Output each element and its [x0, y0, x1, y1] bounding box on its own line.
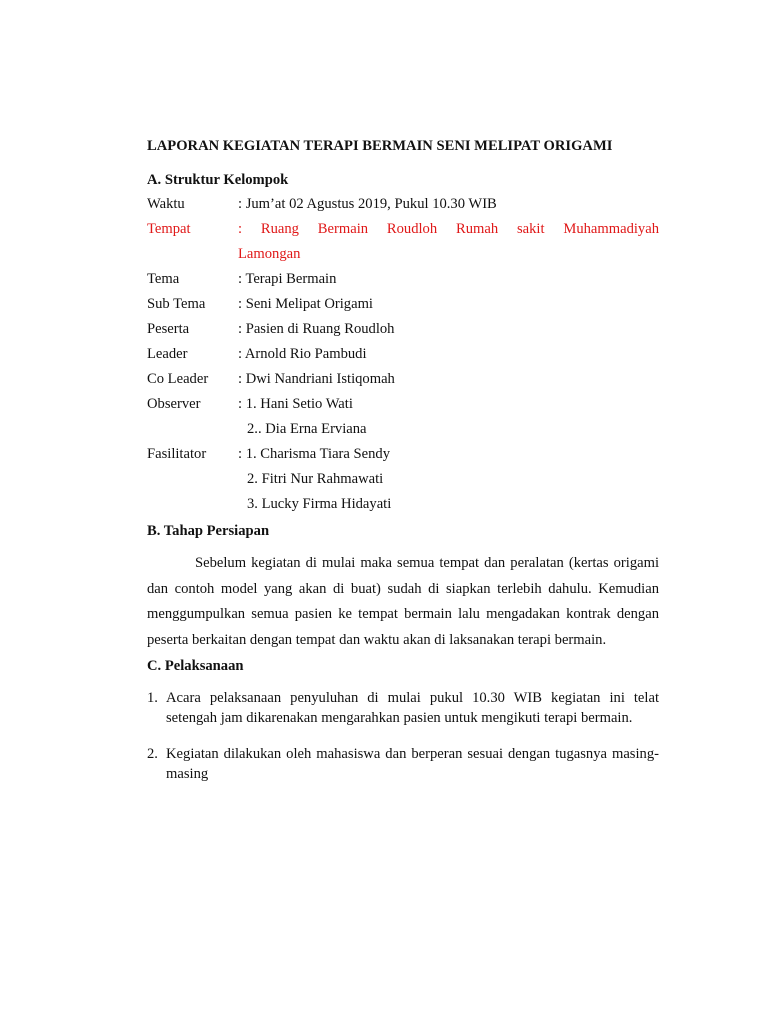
value-tema: : Terapi Bermain: [238, 271, 337, 287]
list-item-number: 2.: [147, 746, 158, 762]
row-leader: [147, 342, 659, 367]
value-peserta: : Pasien di Ruang Roudloh: [238, 321, 395, 337]
row-waktu: [147, 192, 659, 217]
row-fasilitator-2: [147, 467, 659, 492]
row-peserta: [147, 317, 659, 342]
row-fasilitator-3: [147, 492, 659, 517]
row-fasilitator: [147, 442, 659, 467]
value-fasilitator-3: 3. Lucky Firma Hidayati: [247, 496, 392, 512]
row-tema: [147, 267, 659, 292]
label-fasilitator: Fasilitator: [147, 446, 207, 462]
section-b-paragraph: Sebelum kegiatan di mulai maka semua tempat dan peralatan (kertas origami dan contoh model yang akan di buat) sudah di siapkan terlebih dahulu. Kemudian menggumpulkan semua pasien ke tempat bermain lalu mengadakan kontrak dengan peserta berkaitan dengan tempat dan waktu akan di laksanakan terapi bermain.: [147, 555, 659, 648]
value-co-leader: : Dwi Nandriani Istiqomah: [238, 371, 395, 387]
list-item: [147, 688, 659, 728]
label-co-leader: Co Leader: [147, 371, 209, 387]
value-waktu: : Jum’at 02 Agustus 2019, Pukul 10.30 WIB: [238, 196, 497, 212]
value-observer-2: 2.. Dia Erna Erviana: [247, 421, 367, 437]
label-leader: Leader: [147, 346, 188, 362]
label-peserta: Peserta: [147, 321, 190, 337]
document-title: LAPORAN KEGIATAN TERAPI BERMAIN SENI MELIPAT ORIGAMI: [147, 138, 613, 154]
list-item-text: Kegiatan dilakukan oleh mahasiswa dan berperan sesuai dengan tugasnya masing-masing: [166, 746, 659, 782]
value-fasilitator-1: : 1. Charisma Tiara Sendy: [238, 446, 391, 462]
value-sub-tema: : Seni Melipat Origami: [238, 296, 373, 312]
value-tempat: [238, 217, 659, 267]
row-co-leader: [147, 367, 659, 392]
section-b-heading: B. Tahap Persiapan: [147, 523, 270, 539]
row-observer-2: [147, 417, 659, 442]
value-tempat-line1: : Ruang Bermain Roudloh Rumah sakit Muhammadiyah: [238, 221, 659, 237]
section-c-heading: C. Pelaksanaan: [147, 658, 244, 674]
row-tempat: [147, 217, 659, 267]
value-leader: : Arnold Rio Pambudi: [238, 346, 367, 362]
list-item-text: Acara pelaksanaan penyuluhan di mulai pukul 10.30 WIB kegiatan ini telat setengah jam dikarenakan mengarahkan pasien untuk mengikuti terapi bermain.: [166, 690, 659, 726]
value-fasilitator-2: 2. Fitri Nur Rahmawati: [247, 471, 384, 487]
section-a-heading: A. Struktur Kelompok: [147, 172, 289, 188]
list-item: [147, 744, 659, 784]
row-observer: [147, 392, 659, 417]
document-page: [147, 134, 659, 784]
pelaksanaan-list: [147, 688, 659, 784]
label-tempat: Tempat: [147, 221, 191, 237]
value-tempat-line2: Lamongan: [238, 246, 301, 262]
label-tema: Tema: [147, 271, 180, 287]
label-waktu: Waktu: [147, 196, 185, 212]
list-item-number: 1.: [147, 690, 158, 706]
row-sub-tema: [147, 292, 659, 317]
value-observer-1: : 1. Hani Setio Wati: [238, 396, 353, 412]
label-sub-tema: Sub Tema: [147, 296, 206, 312]
label-observer: Observer: [147, 396, 201, 412]
